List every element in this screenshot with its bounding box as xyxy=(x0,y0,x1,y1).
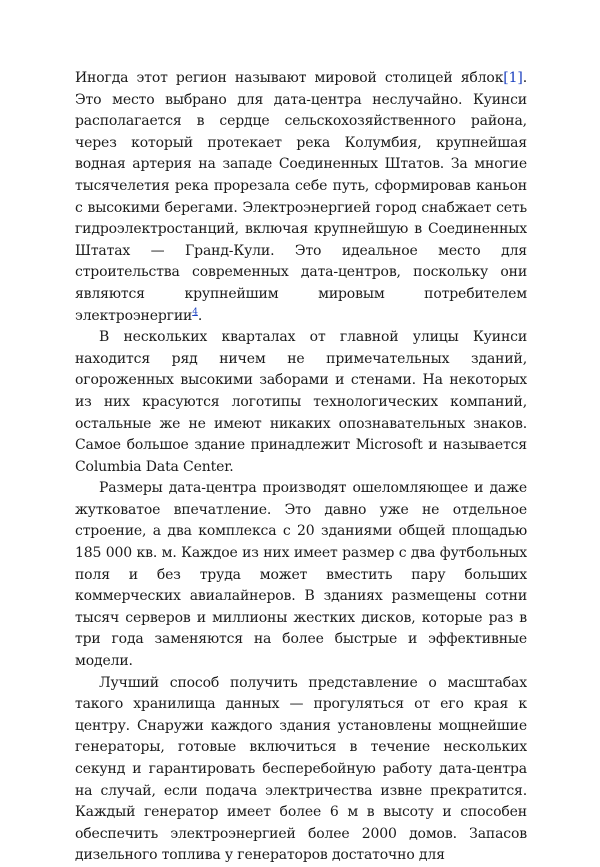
paragraph-1-text-end: . xyxy=(197,307,203,324)
paragraph-4: Лучший способ получить представление о масштабах такого хранилища данных — прогуляться от его края к центру. Снаружи каждого здания установлены мощнейшие генераторы, готовые включиться в течение нескольких секунд и гарантировать бесперебойную работу дата-центра на случай, если подача электричества извне прекратится. Каждый генератор имеет более 6 м в высоту и способен обеспечить электроэнергией более 2000 домов. Запасов дизельного топлива у генераторов достаточно для xyxy=(75,674,527,864)
reference-link[interactable]: [1] xyxy=(503,70,523,86)
paragraph-2: В нескольких кварталах от главной улицы Куинси находится ряд ничем не примечательных зданий, огороженных высокими заборами и стенами. На некоторых из них красуются логотипы технологических компаний, остальные же не имеют никаких опознавательных знаков. Самое большое здание принадлежит Microsoft и называется Columbia Data Center. xyxy=(75,329,527,475)
paragraph-3: Размеры дата-центра производят ошеломляющее и даже жутковатое впечатление. Это давно уже не отдельное строение, а два комплекса с 20 зданиями общей площадью 185 000 кв. м. Каждое из них имеет размер с два футбольных поля и без труда может вместить пару больших коммерческих авиалайнеров. В зданиях размещены сотни тысяч серверов и миллионы жестких дисков, которые раз в три года заменяются на более быстрые и эффективные модели. xyxy=(75,480,527,670)
footnote-link[interactable]: 4 xyxy=(192,306,198,317)
document-page xyxy=(75,68,527,867)
paragraph-1 xyxy=(75,68,527,327)
paragraph-1-text-before: Иногда этот регион называют мировой столицей яблок xyxy=(75,70,504,86)
paragraph-1-text-after: . Это место выбрано для дата-центра неслучайно. Куинси располагается в сердце сельскохозяйственного района, через который протекает река Колумбия, крупнейшая водная артерия на западе Соединенных Штатов. За многие тысячелетия река прорезала себе путь, сформировав каньон с высокими берегами. Электроэнергией город снабжает сеть гидроэлектростанций, включая крупнейшую в Соединенных Штатах — Гранд-Кули. Это идеальное место для строительства современных дата-центров, поскольку они являются крупнейшим мировым потребителем электроэнергии xyxy=(75,70,527,324)
